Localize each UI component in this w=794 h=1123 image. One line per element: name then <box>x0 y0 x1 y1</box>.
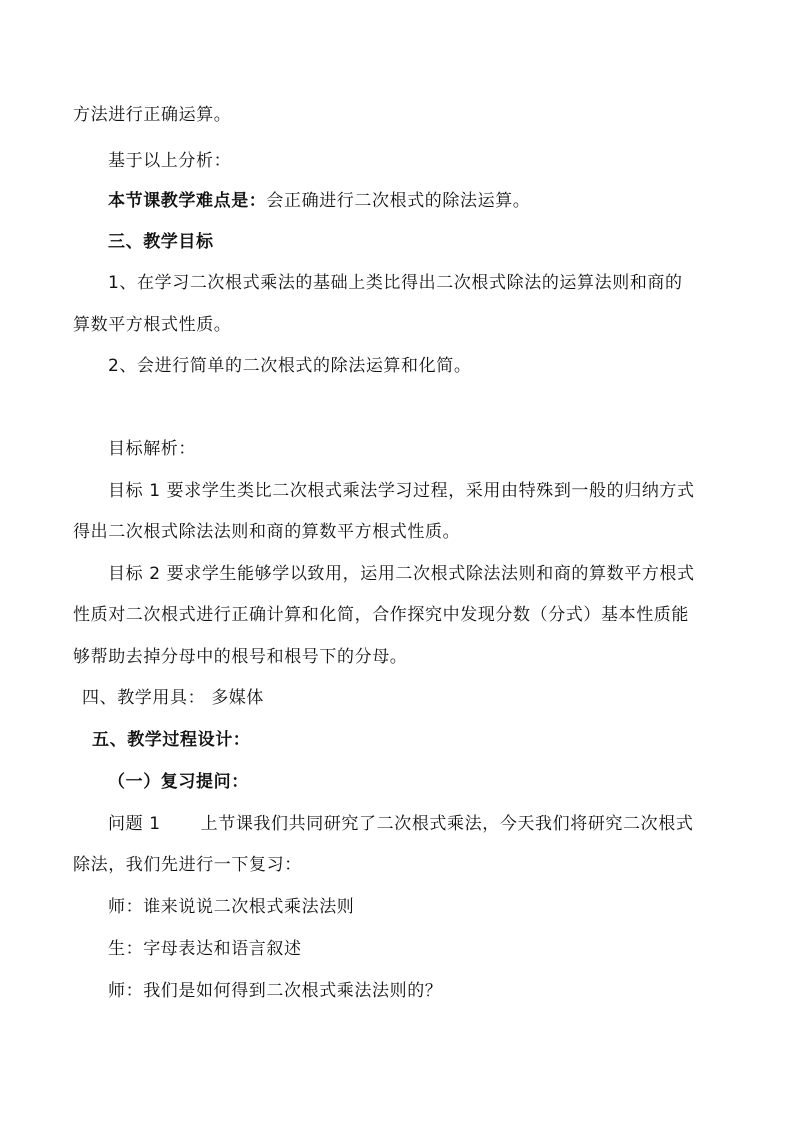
section-heading: 三、教学目标 <box>108 232 214 252</box>
difficulty-line <box>108 189 530 213</box>
question-number: 问题 1 <box>108 814 161 834</box>
paragraph-line: 1、在学习二次根式乘法的基础上类比得出二次根式除法的运算法则和商的 <box>108 273 683 293</box>
paragraph-line: 方法进行正确运算。 <box>73 105 232 125</box>
paragraph-line: 目标 1 要求学生类比二次根式乘法学习过程，采用由特殊到一般的归纳方式 <box>108 481 695 501</box>
section-heading: 五、教学过程设计： <box>92 730 251 750</box>
dialogue-line: 师：我们是如何得到二次根式乘法法则的？ <box>108 981 443 1001</box>
section-heading: 四、教学用具： 多媒体 <box>82 688 265 708</box>
paragraph-line: 够帮助去掉分母中的根号和根号下的分母。 <box>73 647 408 667</box>
paragraph-line: 目标 2 要求学生能够学以致用，运用二次根式除法法则和商的算数平方根式 <box>108 564 695 584</box>
paragraph-line: 除法，我们先进行一下复习： <box>73 855 302 875</box>
dialogue-line: 师：谁来说说二次根式乘法法则 <box>108 897 355 917</box>
paragraph-line: 得出二次根式除法法则和商的算数平方根式性质。 <box>73 522 461 542</box>
paragraph-line: 算数平方根式性质。 <box>73 315 232 335</box>
paragraph-line: 基于以上分析： <box>108 151 232 171</box>
dialogue-line: 生：字母表达和语言叙述 <box>108 939 302 959</box>
question-text: 上节课我们共同研究了二次根式乘法，今天我们将研究二次根式 <box>200 814 694 834</box>
paragraph-line: 2、会进行简单的二次根式的除法运算和化简。 <box>108 356 472 376</box>
difficulty-text: 会正确进行二次根式的除法运算。 <box>266 191 531 211</box>
paragraph-line: 性质对二次根式进行正确计算和化简，合作探究中发现分数（分式）基本性质能 <box>73 605 689 625</box>
question-line <box>108 812 693 836</box>
subsection-heading: （一）复习提问： <box>108 772 249 792</box>
difficulty-label: 本节课教学难点是： <box>108 191 267 211</box>
paragraph-line: 目标解析： <box>108 439 196 459</box>
